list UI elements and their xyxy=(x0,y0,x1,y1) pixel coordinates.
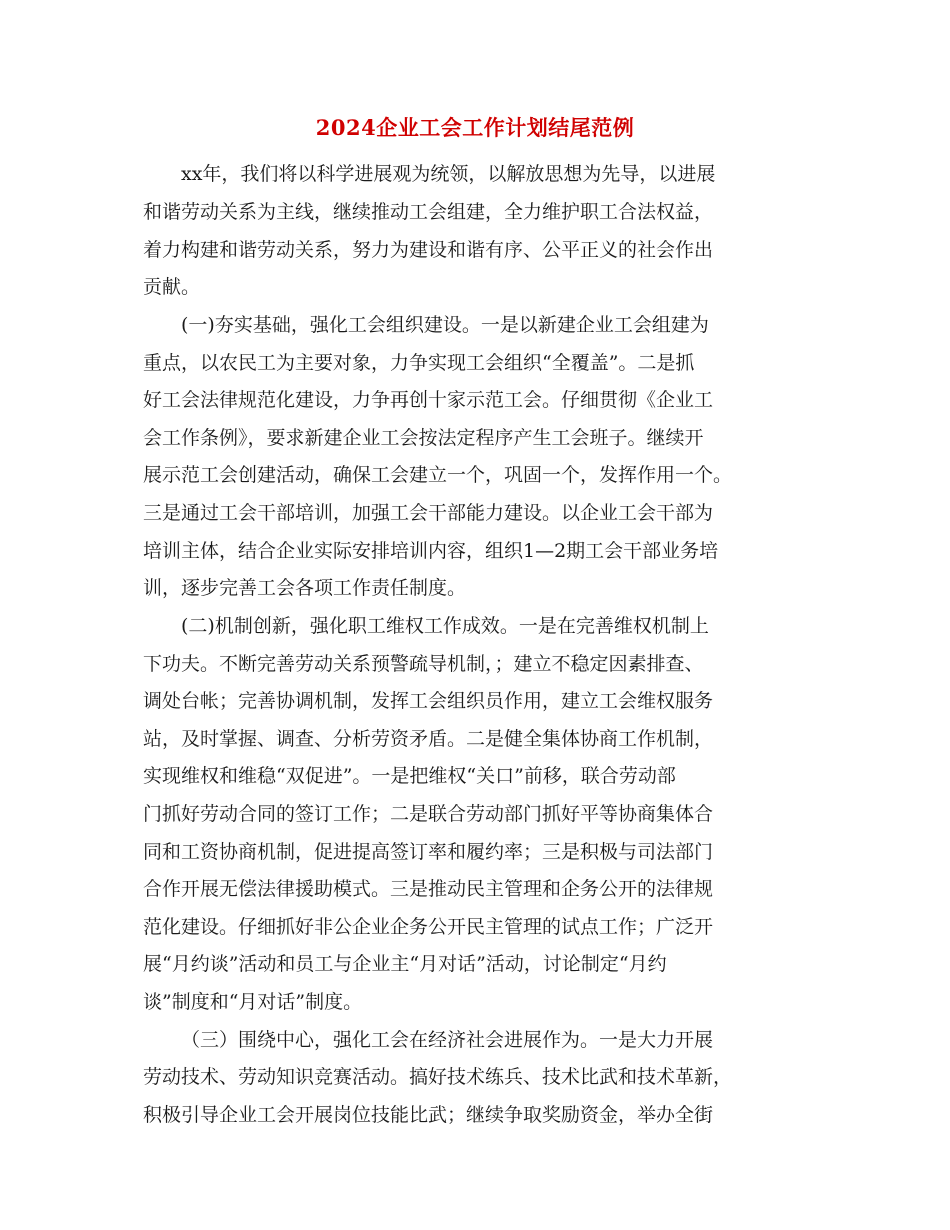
paragraph-line: 积极引导企业工会开展岗位技能比武；继续争取奖励资金，举办全街 xyxy=(143,1104,714,1126)
paragraph-line: 着力构建和谐劳动关系，努力为建设和谐有序、公平正义的社会作出 xyxy=(143,239,714,261)
paragraph-line: 会工作条例》，要求新建企业工会按法定程序产生工会班子。继续开 xyxy=(143,427,704,449)
paragraph-line: 展“月约谈”活动和员工与企业主“月对话”活动，讨论制定“月约 xyxy=(143,953,667,975)
paragraph-line: 好工会法律规范化建设，力争再创十家示范工会。仔细贯彻《企业工 xyxy=(143,389,714,411)
paragraph-line: 合作开展无偿法律援助模式。三是推动民主管理和企务公开的法律规 xyxy=(143,878,714,900)
paragraph-line: 培训主体，结合企业实际安排培训内容，组织1—2期工会干部业务培 xyxy=(143,540,719,562)
paragraph-line: (二)机制创新，强化职工维权工作成效。一是在完善维权机制上 xyxy=(181,615,709,637)
paragraph-line: 同和工资协商机制，促进提高签订率和履约率；三是积极与司法部门 xyxy=(143,841,714,863)
paragraph-line: (一)夯实基础，强化工会组织建设。一是以新建企业工会组建为 xyxy=(181,314,709,336)
paragraph-line: 谈”制度和“月对话”制度。 xyxy=(143,991,363,1013)
paragraph-line: 劳动技术、劳动知识竞赛活动。搞好技术练兵、技术比武和技术革新， xyxy=(143,1066,733,1088)
paragraph-line: 站，及时掌握、调查、分析劳资矛盾。二是健全集体协商工作机制， xyxy=(143,728,714,750)
paragraph-line: 下功夫。不断完善劳动关系预警疏导机制，；建立不稳定因素排查、 xyxy=(143,653,704,675)
paragraph-line: 和谐劳动关系为主线，继续推动工会组建，全力维护职工合法权益， xyxy=(143,201,714,223)
paragraph-line: 范化建设。仔细抓好非公企业企务公开民主管理的试点工作；广泛开 xyxy=(143,916,714,938)
paragraph-line: 门抓好劳动合同的签订工作；二是联合劳动部门抓好平等协商集体合 xyxy=(143,803,714,825)
paragraph-line: 重点，以农民工为主要对象，力争实现工会组织“全覆盖”。二是抓 xyxy=(143,352,695,374)
paragraph-line: 展示范工会创建活动，确保工会建立一个，巩固一个，发挥作用一个。 xyxy=(143,464,733,486)
paragraph-line: 训，逐步完善工会各项工作责任制度。 xyxy=(143,577,467,599)
paragraph-line: 调处台帐；完善协调机制，发挥工会组织员作用，建立工会维权服务 xyxy=(143,690,714,712)
paragraph-line: （三）围绕中心，强化工会在经济社会进展作为。一是大力开展 xyxy=(181,1029,714,1051)
paragraph-line: 贡献。 xyxy=(143,276,201,298)
paragraph-line: 实现维权和维稳“双促进”。一是把维权“关口”前移，联合劳动部 xyxy=(143,765,676,787)
paragraph-line: xx年，我们将以科学进展观为统领，以解放思想为先导，以进展 xyxy=(181,163,716,185)
document-title: 2024企业工会工作计划结尾范例 xyxy=(315,115,635,140)
paragraph-line: 三是通过工会干部培训，加强工会干部能力建设。以企业工会干部为 xyxy=(143,502,714,524)
